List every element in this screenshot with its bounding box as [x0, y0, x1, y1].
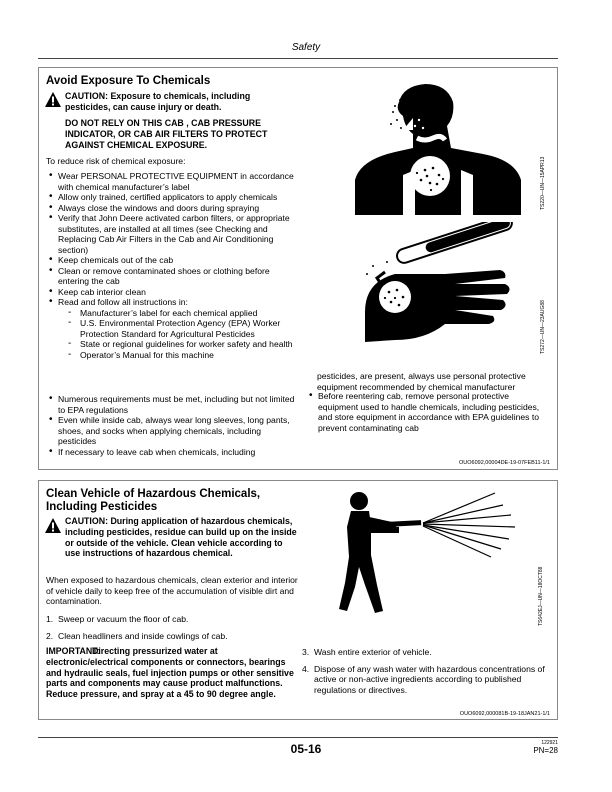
section1-continuation: pesticides, are present, always use personal protective equipment recommended by chemical manufacturer — [317, 371, 526, 392]
section1-bullet-list-2 — [46, 394, 301, 457]
page-header: Safety — [291, 42, 321, 53]
step-text: Wash entire exterior of vehicle. — [314, 647, 432, 657]
section1-title: Avoid Exposure To Chemicals — [46, 75, 211, 87]
figure-label: TS220—UN—15APR13 — [540, 156, 546, 210]
section2-intro: When exposed to hazardous chemicals, clean exterior and interior of vehicle daily to keep free of the accumulation of visible dirt and contamination. — [46, 575, 298, 607]
list-item: • Verify that John Deere activated carbon filters, or appropriate substitutes, are installed at all times (see Checking and Replacing Cab Air Filters in the Cab and Air Conditioning section) — [46, 213, 301, 255]
step-text: Clean headliners and inside cowlings of cab. — [58, 630, 228, 641]
list-item: • Wear PERSONAL PROTECTIVE EQUIPMENT in accordance with chemical manufacturer’s label — [46, 171, 301, 192]
list-item: • Even while inside cab, always wear long sleeves, long pants, shoes, and socks when applying chemicals, including pesticides — [46, 415, 301, 447]
step-number: 2. — [46, 630, 54, 641]
sublist-item: - U.S. Environmental Protection Agency (EPA) Worker Protection Standard for Agricultural Pesticides — [58, 318, 301, 339]
list-item: • Keep chemicals out of the cab — [46, 255, 301, 266]
vehicle-washing-illustration — [325, 487, 525, 617]
warning-triangle-icon — [45, 518, 61, 533]
list-item-text: Read and follow all instructions in: — [58, 297, 188, 307]
chemical-hand-illustration — [355, 222, 530, 357]
section1-intro: To reduce risk of chemical exposure: — [46, 156, 186, 166]
list-item: • Always close the windows and doors during spraying — [46, 203, 301, 214]
header-rule — [38, 58, 558, 59]
sublist-item: - Manufacturer’s label for each chemical applied — [58, 308, 301, 319]
step-text: Dispose of any wash water with hazardous concentrations of active or non-active ingredients according to published regulations or directives. — [314, 663, 545, 695]
list-item: • Keep cab interior clean — [46, 287, 301, 298]
sublist-item: - Operator’s Manual for this machine — [58, 350, 301, 361]
sublist-item: - State or regional guidelines for worker safety and health — [58, 339, 301, 350]
list-item — [46, 297, 301, 360]
figure-label: TS272—UN—23AUG88 — [540, 300, 546, 354]
chemical-inhalation-illustration — [355, 80, 525, 215]
list-item: • Numerous requirements must be met, including but not limited to EPA regulations — [46, 394, 301, 415]
list-item — [302, 647, 550, 658]
section2-steps-left — [46, 614, 300, 641]
section1-caution-cab: DO NOT RELY ON THIS CAB , CAB PRESSURE INDICATOR, OR CAB AIR FILTERS TO PROTECT AGAINST CHEMICAL EXPOSURE. — [65, 118, 268, 150]
section1-right-bullets — [306, 391, 550, 433]
section2-title: Clean Vehicle of Hazardous Chemicals, Including Pesticides — [46, 488, 261, 513]
footer-rule — [38, 737, 558, 738]
list-item: • If necessary to leave cab when chemicals, including — [46, 447, 301, 458]
list-item: • Clean or remove contaminated shoes or clothing before entering the cab — [46, 266, 301, 287]
step-number: 3. — [302, 647, 310, 657]
important-label: IMPORTANT: — [46, 646, 100, 656]
warning-triangle-icon — [45, 92, 61, 107]
section1-reference: OUO6092,00004DE-19-07FEB11-1/1 — [458, 460, 550, 466]
list-item — [302, 664, 550, 696]
page-number: 05-16 — [290, 742, 322, 756]
step-number: 4. — [302, 663, 310, 674]
step-number: 1. — [46, 614, 54, 624]
list-item — [46, 631, 300, 642]
figure-label: TS642EJ—UN—18OCT88 — [538, 566, 544, 626]
section2-reference: OUO6092,000081B-19-18JAN21-1/1 — [459, 711, 550, 717]
section1-caution: CAUTION: Exposure to chemicals, including pesticides, can cause injury or death. — [65, 91, 251, 112]
footer-code: 122921 — [541, 740, 558, 746]
important-text: Directing pressurized water at electronic/electrical components or connectors, bearings and hydraulic seals, fuel injection pumps or other sensitive parts and components may cause product malfunctions. Reduce pressure, and spray at a 45 to 90 degree angle. — [46, 646, 294, 700]
sublist — [58, 308, 301, 361]
list-item: • Before reentering cab, remove personal protective equipment used to handle chemicals, including pesticides, and store equipment in accordance with EPA guidelines to prevent contaminating cab — [306, 391, 550, 433]
section1-bullet-list — [46, 171, 301, 360]
important-notice — [46, 646, 298, 700]
footer-pn: PN=28 — [533, 746, 558, 755]
list-item — [46, 614, 300, 625]
step-text: Sweep or vacuum the floor of cab. — [58, 614, 189, 624]
list-item: • Allow only trained, certified applicators to apply chemicals — [46, 192, 301, 203]
section2-steps-right — [302, 647, 550, 695]
section2-caution: CAUTION: During application of hazardous chemicals, including pesticides, residue can build up on the inside or outside of the vehicle. Clean vehicle according to use instructions of hazardous chemical. — [65, 516, 297, 559]
